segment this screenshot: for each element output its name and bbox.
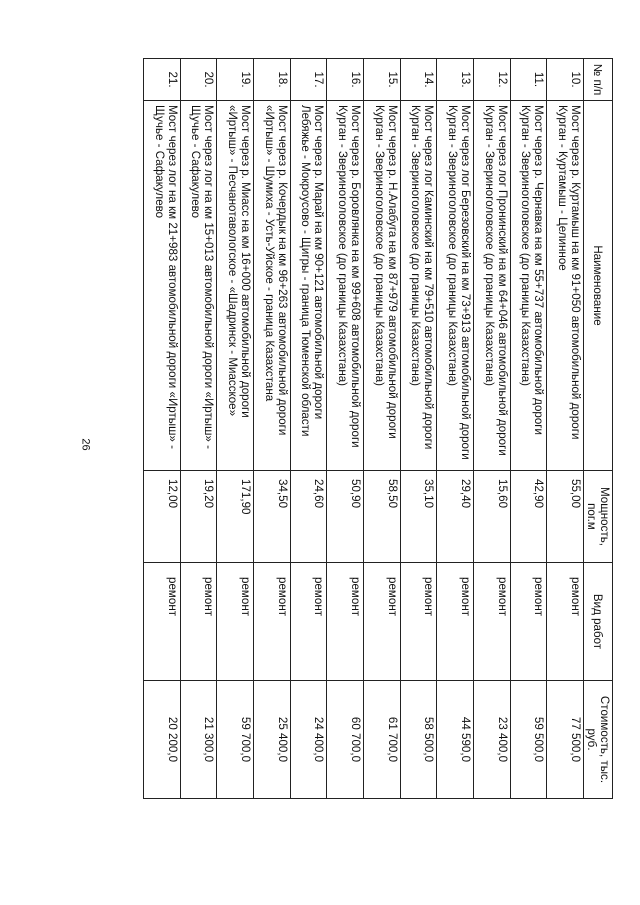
row-cost: 58 500,0 bbox=[400, 681, 437, 799]
table-row bbox=[254, 59, 291, 799]
table-row bbox=[510, 59, 547, 799]
row-name: Мост через лог на км 15+013 автомобильной дороги «Иртыш» - Щучье - Сафакулево bbox=[180, 101, 217, 471]
row-power: 19,20 bbox=[180, 471, 217, 563]
row-cost: 59 700,0 bbox=[217, 681, 254, 799]
row-num: 10. bbox=[547, 59, 584, 101]
row-cost: 20 200,0 bbox=[144, 681, 181, 799]
row-power: 58,50 bbox=[364, 471, 401, 563]
row-work: ремонт bbox=[474, 563, 511, 681]
row-power: 24,60 bbox=[290, 471, 327, 563]
row-work: ремонт bbox=[510, 563, 547, 681]
row-cost: 59 500,0 bbox=[510, 681, 547, 799]
table-row bbox=[217, 59, 254, 799]
row-name: Мост через лог Каминский на км 79+510 автомобильной дороги Курган - Звериноголовское (до границы Казахстана) bbox=[400, 101, 437, 471]
row-power: 50,90 bbox=[327, 471, 364, 563]
table-row bbox=[144, 59, 181, 799]
row-name: Мост через р. Боровлянка на км 99+608 автомобильной дороги Курган - Звериноголовское (до границы Казахстана) bbox=[327, 101, 364, 471]
row-power: 42,90 bbox=[510, 471, 547, 563]
row-num: 21. bbox=[144, 59, 181, 101]
table-row bbox=[474, 59, 511, 799]
header-cost: Стоимость, тыс. руб. bbox=[584, 681, 613, 799]
rotated-table-container bbox=[143, 58, 613, 798]
row-num: 20. bbox=[180, 59, 217, 101]
row-name: Мост через р. Миасс на км 16+000 автомобильной дороги «Иртыш» - Песчанотавологское - «Шадринск - Миасское» bbox=[217, 101, 254, 471]
row-name: Мост через р. Куртамыш на км 91+050 автомобильной дороги Курган - Куртамыш - Целинное bbox=[547, 101, 584, 471]
row-name: Мост через р. Марай на км 90+121 автомобильной дороги Лебяжье - Мокроусово - Щигры - граница Тюменской области bbox=[290, 101, 327, 471]
page-number: 26 bbox=[79, 438, 92, 451]
row-power: 15,60 bbox=[474, 471, 511, 563]
header-name: Наименование bbox=[584, 101, 613, 471]
row-work: ремонт bbox=[290, 563, 327, 681]
table-row bbox=[180, 59, 217, 799]
row-work: ремонт bbox=[547, 563, 584, 681]
row-work: ремонт bbox=[437, 563, 474, 681]
row-num: 14. bbox=[400, 59, 437, 101]
row-num: 17. bbox=[290, 59, 327, 101]
row-cost: 44 590,0 bbox=[437, 681, 474, 799]
table-row bbox=[364, 59, 401, 799]
row-name: Мост через лог Пронинский на км 64+046 автомобильной дороги Курган - Звериноголовское (до границы Казахстана) bbox=[474, 101, 511, 471]
row-num: 19. bbox=[217, 59, 254, 101]
row-name: Мост через лог на км 21+983 автомобильной дороги «Иртыш» - Щучье - Сафакулево bbox=[144, 101, 181, 471]
row-power: 29,40 bbox=[437, 471, 474, 563]
row-num: 16. bbox=[327, 59, 364, 101]
table-body bbox=[144, 59, 584, 799]
row-num: 18. bbox=[254, 59, 291, 101]
header-work: Вид работ bbox=[584, 563, 613, 681]
row-name: Мост через р. Кочердык на км 96+263 автомобильной дороги «Иртыш» - Шумиха - Усть-Уйское - граница Казахстана bbox=[254, 101, 291, 471]
table-row bbox=[547, 59, 584, 799]
row-num: 12. bbox=[474, 59, 511, 101]
row-cost: 25 400,0 bbox=[254, 681, 291, 799]
row-cost: 21 300,0 bbox=[180, 681, 217, 799]
row-work: ремонт bbox=[400, 563, 437, 681]
table-row bbox=[437, 59, 474, 799]
row-num: 15. bbox=[364, 59, 401, 101]
row-cost: 23 400,0 bbox=[474, 681, 511, 799]
row-power: 35,10 bbox=[400, 471, 437, 563]
row-work: ремонт bbox=[254, 563, 291, 681]
header-num: № п/п bbox=[584, 59, 613, 101]
row-name: Мост через р. Н.Алабуга на км 87+979 автомобильной дороги Курган - Звериноголовское (до границы Казахстана) bbox=[364, 101, 401, 471]
row-power: 34,50 bbox=[254, 471, 291, 563]
row-power: 55,00 bbox=[547, 471, 584, 563]
row-cost: 24 400,0 bbox=[290, 681, 327, 799]
row-name: Мост через р. Чернавка на км 55+737 автомобильной дороги Курган - Звериноголовское (до границы Казахстана) bbox=[510, 101, 547, 471]
table-header-row bbox=[584, 59, 613, 799]
row-cost: 60 700,0 bbox=[327, 681, 364, 799]
row-cost: 61 700,0 bbox=[364, 681, 401, 799]
row-power: 171,90 bbox=[217, 471, 254, 563]
header-power: Мощность, пог.м bbox=[584, 471, 613, 563]
row-work: ремонт bbox=[217, 563, 254, 681]
table-row bbox=[327, 59, 364, 799]
row-power: 12,00 bbox=[144, 471, 181, 563]
table-row bbox=[400, 59, 437, 799]
row-name: Мост через лог Березовский на км 73+913 автомобильной дороги Курган - Звериноголовское (до границы Казахстана) bbox=[437, 101, 474, 471]
table-row bbox=[290, 59, 327, 799]
row-num: 13. bbox=[437, 59, 474, 101]
row-work: ремонт bbox=[327, 563, 364, 681]
row-work: ремонт bbox=[364, 563, 401, 681]
row-cost: 77 500,0 bbox=[547, 681, 584, 799]
row-num: 11. bbox=[510, 59, 547, 101]
bridges-table bbox=[143, 58, 613, 799]
row-work: ремонт bbox=[180, 563, 217, 681]
row-work: ремонт bbox=[144, 563, 181, 681]
